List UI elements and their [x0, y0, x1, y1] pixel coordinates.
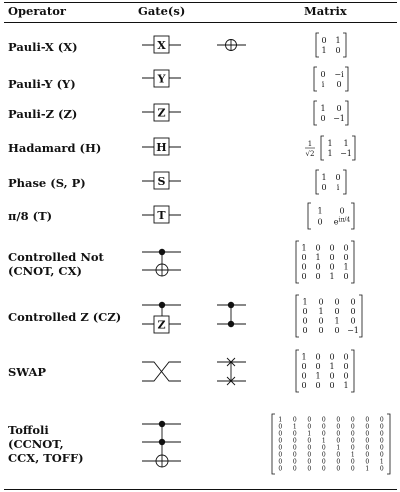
matrix-cell: i [336, 182, 340, 192]
matrix-cell: 0 [334, 297, 340, 307]
row-name-cnot-line2: (CNOT, CX) [8, 264, 82, 278]
matrix-cell: 0 [365, 444, 370, 452]
matrix-cell: 1 [320, 103, 326, 113]
matrix-cell: −i [334, 69, 344, 79]
gate-label-t: T [157, 209, 166, 222]
matrix-cell: 0 [379, 465, 384, 473]
matrix-cell: 1 [329, 272, 335, 282]
gate-label-z: Z [157, 106, 166, 120]
matrix-cell: 0 [365, 423, 370, 431]
matrix-cell: 0 [350, 437, 355, 445]
matrix-cell: 1 [315, 371, 321, 381]
matrix-cell: 0 [315, 362, 321, 372]
matrix-cell: 0 [343, 352, 349, 362]
matrix-cell: 0 [329, 371, 335, 381]
matrix-left-bracket [308, 203, 311, 229]
matrix-left-bracket [314, 101, 317, 125]
matrix-cell: 1 [343, 381, 349, 391]
matrix-cell: 0 [379, 423, 384, 431]
matrix-cell: 1 [365, 465, 370, 473]
matrix-left-bracket [316, 33, 319, 57]
matrix [308, 203, 354, 229]
matrix-cell: 0 [278, 430, 283, 438]
matrix-cell: 0 [315, 272, 321, 282]
matrix-cell: 0 [350, 430, 355, 438]
matrix-left-bracket [296, 295, 299, 337]
matrix-cell: i [321, 79, 325, 89]
matrix-cell: 0 [318, 297, 324, 307]
matrix [314, 101, 348, 125]
matrix-cell: 1 [321, 45, 327, 55]
matrix-cell: 0 [379, 451, 384, 459]
matrix-cell: 0 [329, 381, 335, 391]
matrix-cell: 1 [321, 437, 326, 445]
matrix-cell: 0 [350, 416, 355, 424]
row-name-swap: SWAP [8, 365, 47, 379]
matrix [296, 241, 354, 283]
matrix-cell: 0 [350, 444, 355, 452]
matrix-cell: 0 [301, 362, 307, 372]
matrix-cell: 0 [334, 326, 340, 336]
matrix-cell: 0 [336, 465, 341, 473]
matrix-cell: 1 [335, 35, 341, 45]
matrix-cell: 1 [301, 352, 307, 362]
matrix-cell: 0 [292, 451, 297, 459]
matrix-cell: 0 [315, 381, 321, 391]
matrix-cell: 0 [343, 253, 349, 263]
matrix-right-bracket [343, 33, 346, 57]
matrix-cell: 0 [307, 444, 312, 452]
matrix-cell: 1 [327, 138, 333, 148]
matrix-cell: 1 [278, 416, 283, 424]
matrix-cell: 0 [307, 416, 312, 424]
matrix-cell: 0 [321, 182, 327, 192]
matrix-cell: 0 [336, 416, 341, 424]
matrix-cell: 0 [302, 307, 308, 317]
matrix-cell: 0 [292, 458, 297, 466]
matrix-cell: 1 [318, 307, 324, 317]
matrix-cell: 1 [379, 458, 384, 466]
matrix-cell: 0 [343, 243, 349, 253]
matrix-cell: 0 [301, 381, 307, 391]
matrix-right-bracket [351, 241, 354, 283]
matrix-cell: 0 [321, 430, 326, 438]
row-name-pauli-x: Pauli-X (X) [8, 40, 78, 54]
row-name-phase: Phase (S, P) [8, 176, 86, 190]
matrix-cell: 0 [335, 45, 341, 55]
matrix-left-bracket [314, 67, 317, 91]
matrix-right-bracket [345, 67, 348, 91]
header-gates: Gate(s) [138, 4, 186, 18]
matrix-cell: 0 [350, 297, 356, 307]
matrix-cell: 0 [365, 458, 370, 466]
header-operator: Operator [8, 4, 66, 18]
matrix-left-bracket [321, 136, 324, 160]
gate-label-cz: Z [157, 318, 166, 332]
matrix-cell: 0 [307, 437, 312, 445]
matrix-cell: 1 [327, 148, 333, 158]
matrix-cell: 0 [334, 307, 340, 317]
gate-label-s: S [157, 175, 166, 188]
matrix-prefix-numerator: 1 [307, 140, 313, 148]
matrix-cell: 1 [343, 262, 349, 272]
matrix-cell: 0 [350, 316, 356, 326]
matrix-right-bracket [343, 170, 346, 194]
matrix-cell: −1 [347, 326, 359, 336]
matrix-cell: 1 [292, 423, 297, 431]
gate-label-h: H [156, 141, 167, 154]
matrix-cell: 0 [329, 243, 335, 253]
matrix-cell: 0 [315, 243, 321, 253]
matrix-cell: 0 [292, 465, 297, 473]
matrix-cell: 0 [336, 103, 342, 113]
row-name-cnot-line1: Controlled Not [8, 250, 104, 264]
row-name-pauli-y: Pauli-Y (Y) [8, 77, 76, 91]
matrix-prefix-denominator: √2 [305, 150, 315, 158]
matrix-cell: 0 [336, 458, 341, 466]
matrix-cell: 0 [350, 307, 356, 317]
matrix-cell: 1 [321, 172, 327, 182]
matrix-cell: 0 [329, 253, 335, 263]
matrix-cell: 0 [315, 352, 321, 362]
row-name-pauli-z: Pauli-Z (Z) [8, 107, 78, 121]
matrix-cell: −1 [333, 113, 345, 123]
matrix-cell: 0 [292, 444, 297, 452]
matrix-cell: 1 [329, 362, 335, 372]
matrix-cell: 0 [336, 437, 341, 445]
matrix-cell: 0 [278, 444, 283, 452]
matrix-cell: 1 [336, 444, 341, 452]
matrix [316, 170, 346, 194]
matrix-cell: 1 [343, 138, 349, 148]
matrix-cell: 0 [336, 79, 342, 89]
matrix-cell: $e^{i\pi/4}$ [333, 216, 351, 227]
matrix-cell: 0 [320, 69, 326, 79]
matrix-cell: 0 [301, 253, 307, 263]
matrix-cell: 1 [302, 297, 308, 307]
matrix-cell: 0 [278, 451, 283, 459]
row-name-toffoli-line3: CCX, TOFF) [8, 451, 84, 465]
matrix-cell: 1 [315, 253, 321, 263]
matrix-cell: 0 [278, 437, 283, 445]
matrix-cell: 0 [379, 437, 384, 445]
matrix-cell: 0 [321, 465, 326, 473]
matrix-cell: 0 [365, 437, 370, 445]
matrix-cell: 0 [307, 465, 312, 473]
matrix [316, 33, 346, 57]
matrix-cell: 0 [339, 206, 345, 216]
matrix-cell: 0 [335, 172, 341, 182]
matrix-cell: 0 [379, 416, 384, 424]
matrix-cell: 0 [278, 423, 283, 431]
matrix-right-bracket [345, 101, 348, 125]
row-name-toffoli-line1: Toffoli [8, 423, 49, 437]
matrix-cell: 0 [318, 326, 324, 336]
matrix-cell: 0 [320, 113, 326, 123]
matrix-cell: 0 [336, 451, 341, 459]
matrix-cell: 0 [336, 423, 341, 431]
matrix-cell: 0 [321, 416, 326, 424]
gate-label-y: Y [157, 72, 166, 86]
header-matrix: Matrix [304, 4, 347, 18]
matrix-cell: 0 [336, 430, 341, 438]
matrix-cell: 0 [302, 316, 308, 326]
matrix-cell: 0 [307, 458, 312, 466]
matrix-left-bracket [316, 170, 319, 194]
matrix-cell: 0 [301, 371, 307, 381]
matrix-cell: 0 [350, 458, 355, 466]
matrix-right-bracket [359, 295, 362, 337]
matrix [314, 67, 348, 91]
matrix-cell: 1 [307, 430, 312, 438]
matrix-cell: 0 [350, 423, 355, 431]
matrix-left-bracket [296, 241, 299, 283]
matrix [296, 350, 354, 392]
matrix-cell: 0 [343, 272, 349, 282]
matrix-cell: 0 [318, 316, 324, 326]
matrix-cell: −1 [340, 148, 352, 158]
matrix-cell: 0 [329, 262, 335, 272]
matrix-cell: 0 [321, 423, 326, 431]
matrix-cell: 0 [321, 458, 326, 466]
row-name-cz: Controlled Z (CZ) [8, 310, 122, 324]
matrix-cell: 0 [278, 458, 283, 466]
matrix-cell: 0 [317, 217, 323, 227]
matrix-right-bracket [352, 136, 355, 160]
matrix-cell: 0 [307, 451, 312, 459]
matrix-cell: 0 [315, 262, 321, 272]
matrix-cell: 0 [329, 352, 335, 362]
row-name-hadamard: Hadamard (H) [8, 141, 102, 155]
row-name-toffoli-line2: (CCNOT, [8, 437, 64, 451]
matrix-cell: 1 [334, 316, 340, 326]
matrix-cell: 0 [302, 326, 308, 336]
matrix-cell: 0 [292, 437, 297, 445]
matrix-cell: 0 [365, 451, 370, 459]
matrix-cell: 0 [321, 444, 326, 452]
matrix-right-bracket [351, 350, 354, 392]
matrix [296, 295, 362, 337]
matrix-left-bracket [296, 350, 299, 392]
matrix [272, 414, 390, 474]
matrix-cell: 0 [350, 465, 355, 473]
matrix-cell: 0 [321, 451, 326, 459]
matrix-cell: 0 [307, 423, 312, 431]
matrix-cell: 0 [321, 35, 327, 45]
gate-label-x: X [157, 39, 166, 52]
matrix-right-bracket [387, 414, 390, 474]
matrix-cell: 1 [301, 243, 307, 253]
matrix [305, 136, 355, 160]
matrix-cell: 0 [278, 465, 283, 473]
matrix-cell: 0 [343, 362, 349, 372]
matrix-cell: 0 [365, 430, 370, 438]
matrix-left-bracket [272, 414, 275, 474]
matrix-cell: 1 [350, 451, 355, 459]
matrix-cell: 0 [301, 262, 307, 272]
matrix-cell: 0 [301, 272, 307, 282]
matrix-cell: 0 [292, 416, 297, 424]
matrix-cell: 0 [379, 430, 384, 438]
matrix-cell: 0 [292, 430, 297, 438]
matrix-cell: 1 [317, 206, 323, 216]
matrix-cell: 0 [365, 416, 370, 424]
matrix-right-bracket [351, 203, 354, 229]
matrix-cell: 0 [343, 371, 349, 381]
matrix-cell: 0 [379, 444, 384, 452]
row-name-t: π/8 (T) [8, 209, 53, 223]
